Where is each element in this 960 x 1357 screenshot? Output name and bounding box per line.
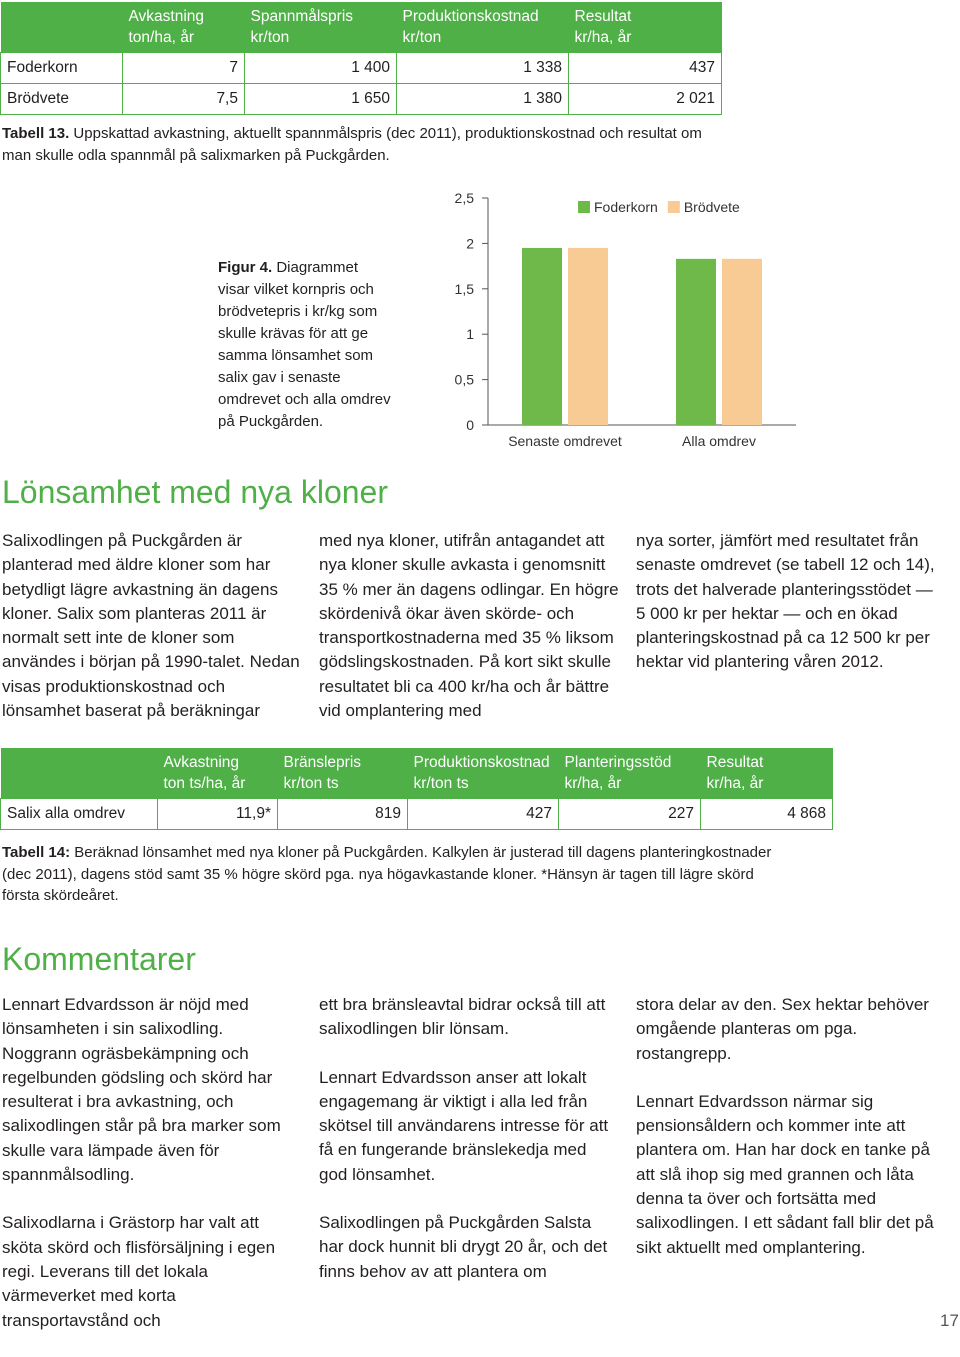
header-unit: ton/ha, år xyxy=(128,29,194,46)
legend-label: Foderkorn xyxy=(594,199,658,215)
y-tick-label: 1 xyxy=(466,326,474,343)
bar-foderkorn xyxy=(676,259,716,425)
paragraph: stora delar av den. Sex hektar behöver omgående planteras om pga. rostangrepp. xyxy=(636,995,929,1063)
caption-label: Tabell 13. xyxy=(2,125,70,142)
body-column-3 xyxy=(636,993,936,1284)
header-unit: kr/ton xyxy=(402,29,442,46)
header-cell xyxy=(1,2,123,53)
section-heading: Kommentarer xyxy=(2,941,196,977)
header-cell xyxy=(245,2,397,53)
header-unit: ton ts/ha, år xyxy=(163,775,246,792)
paragraph: Lennart Edvardsson är nöjd med lönsamheten i sin salixodling. Noggrann ogräsbekämpning och regelbunden gödsling och skörd har resulterat i bra avkastning, och salixodlingen står på bra marker som skulle vara lämpade även för spannmålsodling. xyxy=(2,995,281,1185)
body-column-1 xyxy=(2,993,302,1357)
header-cell xyxy=(1,748,158,799)
paragraph: Lennart Edvardsson närmar sig pensionsåldern och kommer inte att plantera om. Han har dock en tanke på att slå ihop sig med grannen och låta denna ta över och fortsätta med salixodlingen. I ett sådant fall blir det på sikt aktuellt med omplantering. xyxy=(636,1091,934,1257)
table-14 xyxy=(0,748,833,830)
header-cell xyxy=(569,2,722,53)
header-unit: kr/ha, år xyxy=(574,29,632,46)
table-cell: 2 021 xyxy=(569,84,722,115)
body-column-2 xyxy=(319,993,619,1308)
table-cell: 819 xyxy=(278,799,408,830)
header-unit: kr/ha, år xyxy=(706,775,764,792)
body-column-3 xyxy=(636,529,936,699)
table-13 xyxy=(0,2,722,115)
header-cell xyxy=(701,748,833,799)
table-cell: 427 xyxy=(408,799,559,830)
table-cell: Foderkorn xyxy=(1,53,123,84)
paragraph: Salixodlarna i Grästorp har valt att sköta skörd och flisförsäljning i egen regi. Leverans till det lokala värmeverket med korta transportavstånd och xyxy=(2,1213,276,1330)
header-unit: kr/ton ts xyxy=(283,775,339,792)
caption-text: Uppskattad avkastning, aktuellt spannmålspris (dec 2011), produktionskostnad och resultat om man skulle odla spannmål på salixmarken på Puckgården. xyxy=(2,125,702,164)
header-label: Avkastning xyxy=(128,8,205,25)
y-tick-label: 2,5 xyxy=(454,190,474,206)
figure-4-caption xyxy=(218,257,393,433)
header-cell xyxy=(397,2,569,53)
y-tick-label: 2 xyxy=(466,235,474,252)
header-unit: kr/ton xyxy=(250,29,290,46)
table-13-caption xyxy=(2,123,702,166)
header-cell xyxy=(123,2,245,53)
table-cell: 1 380 xyxy=(397,84,569,115)
paragraph: Lennart Edvardsson anser att lokalt engagemang är viktigt i alla led från skötsel till användarens intresse för att få en fungerande bränslekedja med god lönsamhet. xyxy=(319,1067,609,1184)
paragraph: Salixodlingen på Puckgården är planterad med äldre kloner som har betydligt lägre avkastning än dagens kloner. Salix som planteras 2011 är normalt sett inte de kloner som användes i början på 1990-talet. Nedan visas produktionskostnad och lönsamhet baserat på beräkningar xyxy=(2,531,300,721)
table-cell: Salix alla omdrev xyxy=(1,799,158,830)
page-number: 17 xyxy=(940,1311,959,1330)
legend-swatch xyxy=(578,201,590,213)
paragraph: ett bra bränsleavtal bidrar också till att salixodlingen blir lönsam. xyxy=(319,995,606,1039)
table-cell: 4 868 xyxy=(701,799,833,830)
header-cell xyxy=(408,748,559,799)
body-column-2 xyxy=(319,529,619,747)
category-label: Alla omdrev xyxy=(682,433,756,449)
bar-brödvete xyxy=(722,259,762,425)
bar-chart xyxy=(420,180,800,460)
table-cell: 7 xyxy=(123,53,245,84)
y-tick-label: 0 xyxy=(466,417,474,433)
figure-text: Diagrammet visar vilket kornpris och brödvetepris i kr/kg som skulle krävas för att ge samma lönsamhet som salix gav i senaste omdrevet och alla omdrev på Puckgården. xyxy=(218,259,391,430)
table-cell: 227 xyxy=(559,799,701,830)
table-cell: 1 400 xyxy=(245,53,397,84)
bar-foderkorn xyxy=(522,248,562,425)
header-label: Spannmålspris xyxy=(250,8,354,25)
table-header-row xyxy=(1,2,722,53)
header-cell xyxy=(559,748,701,799)
table-cell: 11,9* xyxy=(158,799,278,830)
header-label: Planteringsstöd xyxy=(564,754,672,771)
table-row xyxy=(1,799,833,830)
legend-label: Brödvete xyxy=(683,199,740,215)
table-cell: 7,5 xyxy=(123,84,245,115)
header-label: Produktionskostnad xyxy=(402,8,539,25)
header-label: Resultat xyxy=(706,754,764,771)
y-tick-label: 1,5 xyxy=(454,280,474,297)
section-heading: Lönsamhet med nya kloner xyxy=(2,474,388,510)
y-tick-label: 0,5 xyxy=(454,371,474,388)
table-14-caption xyxy=(2,842,792,907)
header-label: Avkastning xyxy=(163,754,240,771)
body-column-1 xyxy=(2,529,302,747)
header-unit: kr/ha, år xyxy=(564,775,622,792)
header-cell xyxy=(278,748,408,799)
table-cell: Brödvete xyxy=(1,84,123,115)
table-row xyxy=(1,53,722,84)
legend-swatch xyxy=(668,201,680,213)
category-label: Senaste omdrevet xyxy=(508,433,622,449)
caption-label: Tabell 14: xyxy=(2,844,71,861)
header-cell xyxy=(158,748,278,799)
table-cell: 1 650 xyxy=(245,84,397,115)
caption-text: Beräknad lönsamhet med nya kloner på Puckgården. Kalkylen är justerad till dagens planteringkostnader (dec 2011), dagens stöd samt 35 % högre skörd pga. nya högavkastande kloner. *Hänsyn är tagen till lägre skörd första skördeåret. xyxy=(2,844,772,904)
table-row xyxy=(1,84,722,115)
header-label: Resultat xyxy=(574,8,632,25)
header-label: Produktionskostnad xyxy=(413,754,550,771)
bar-brödvete xyxy=(568,248,608,425)
paragraph: nya sorter, jämfört med resultatet från senaste omdrevet (se tabell 12 och 14), trots det halverade planteringsstödet — 5 000 kr per hektar — och en ökad planteringskostnad på ca 12 500 kr per hektar vid plantering våren 2012. xyxy=(636,531,935,672)
table-cell: 1 338 xyxy=(397,53,569,84)
table-cell: 437 xyxy=(569,53,722,84)
paragraph: med nya kloner, utifrån antagandet att nya kloner skulle avkasta i genomsnitt 35 % mer än dagens odlingar. En högre skördenivå ökar även skörde- och transportkostnaderna med 35 % liksom gödslingskostnaden. På kort sikt skulle resultatet bli ca 400 kr/ha och år bättre vid omplantering med xyxy=(319,531,619,721)
header-label: Bränslepris xyxy=(283,754,362,771)
table-header-row xyxy=(1,748,833,799)
figure-label: Figur 4. xyxy=(218,259,273,276)
header-unit: kr/ton ts xyxy=(413,775,469,792)
paragraph: Salixodlingen på Puckgården Salsta har dock hunnit bli drygt 20 år, och det finns behov av att plantera om xyxy=(319,1213,608,1281)
